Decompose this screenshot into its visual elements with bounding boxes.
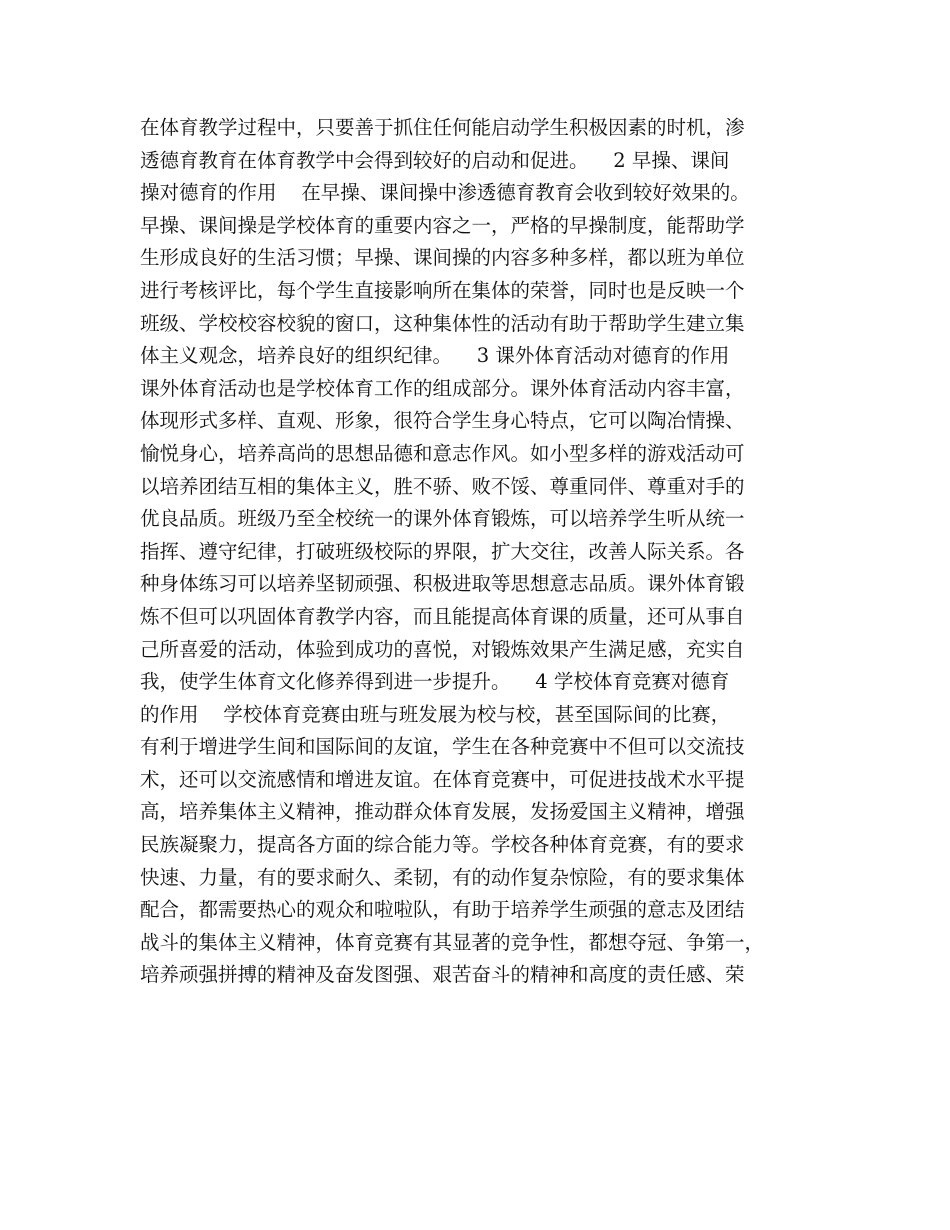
text-line: 课外体育活动也是学校体育工作的组成部分。课外体育活动内容丰富， <box>140 376 745 400</box>
text-line: 有利于增进学生间和国际间的友谊，学生在各种竞赛中不但可以交流技 <box>140 735 745 759</box>
text-line: 培养顽强拼搏的精神及奋发图强、艰苦奋斗的精神和高度的责任感、荣 <box>140 963 745 987</box>
text-line: 种身体练习可以培养坚韧顽强、积极进取等思想意志品质。课外体育锻 <box>140 572 745 596</box>
body-text <box>140 112 840 992</box>
text-line: 高，培养集体主义精神，推动群众体育发展，发扬爱国主义精神，增强 <box>140 800 745 824</box>
text-line: 操对德育的作用 在早操、课间操中渗透德育教育会收到较好效果的。 <box>140 181 750 205</box>
text-line: 配合，都需要热心的观众和啦啦队，有助于培养学生顽强的意志及团结 <box>140 898 745 922</box>
text-line: 早操、课间操是学校体育的重要内容之一，严格的早操制度，能帮助学 <box>140 213 745 237</box>
text-line: 我，使学生体育文化修养得到进一步提升。 4 学校体育竞赛对德育 <box>140 670 730 694</box>
text-line: 体主义观念，培养良好的组织纪律。 3 课外体育活动对德育的作用 <box>140 344 730 368</box>
text-line: 术，还可以交流感情和增进友谊。在体育竞赛中，可促进技战术水平提 <box>140 767 745 791</box>
text-line: 班级、学校校容校貌的窗口，这种集体性的活动有助于帮助学生建立集 <box>140 311 745 335</box>
text-line: 透德育教育在体育教学中会得到较好的启动和促进。 2 早操、课间 <box>140 148 730 172</box>
text-line: 快速、力量，有的要求耐久、柔韧，有的动作复杂惊险，有的要求集体 <box>140 865 745 889</box>
text-line: 进行考核评比，每个学生直接影响所在集体的荣誉，同时也是反映一个 <box>140 278 745 302</box>
text-line: 优良品质。班级乃至全校统一的课外体育锻炼，可以培养学生听从统一 <box>140 507 745 531</box>
text-line: 民族凝聚力，提高各方面的综合能力等。学校各种体育竞赛，有的要求 <box>140 833 745 857</box>
text-line: 战斗的集体主义精神，体育竞赛有其显著的竞争性，都想夺冠、争第一， <box>140 930 765 954</box>
text-line: 指挥、遵守纪律，打破班级校际的界限，扩大交往，改善人际关系。各 <box>140 539 745 563</box>
text-line: 以培养团结互相的集体主义，胜不骄、败不馁、尊重同伴、尊重对手的 <box>140 474 745 498</box>
text-line: 体现形式多样、直观、形象，很符合学生身心特点，它可以陶冶情操、 <box>140 409 745 433</box>
text-line: 的作用 学校体育竞赛由班与班发展为校与校，甚至国际间的比赛， <box>140 702 731 726</box>
text-line: 在体育教学过程中，只要善于抓住任何能启动学生积极因素的时机，渗 <box>140 116 745 139</box>
text-line: 己所喜爱的活动，体验到成功的喜悦，对锻炼效果产生满足感，充实自 <box>140 637 745 661</box>
text-line: 生形成良好的生活习惯；早操、课间操的内容多种多样，都以班为单位 <box>140 246 745 270</box>
text-line: 炼不但可以巩固体育教学内容，而且能提高体育课的质量，还可从事自 <box>140 604 745 628</box>
text-line: 愉悦身心，培养高尚的思想品德和意志作风。如小型多样的游戏活动可 <box>140 441 745 465</box>
